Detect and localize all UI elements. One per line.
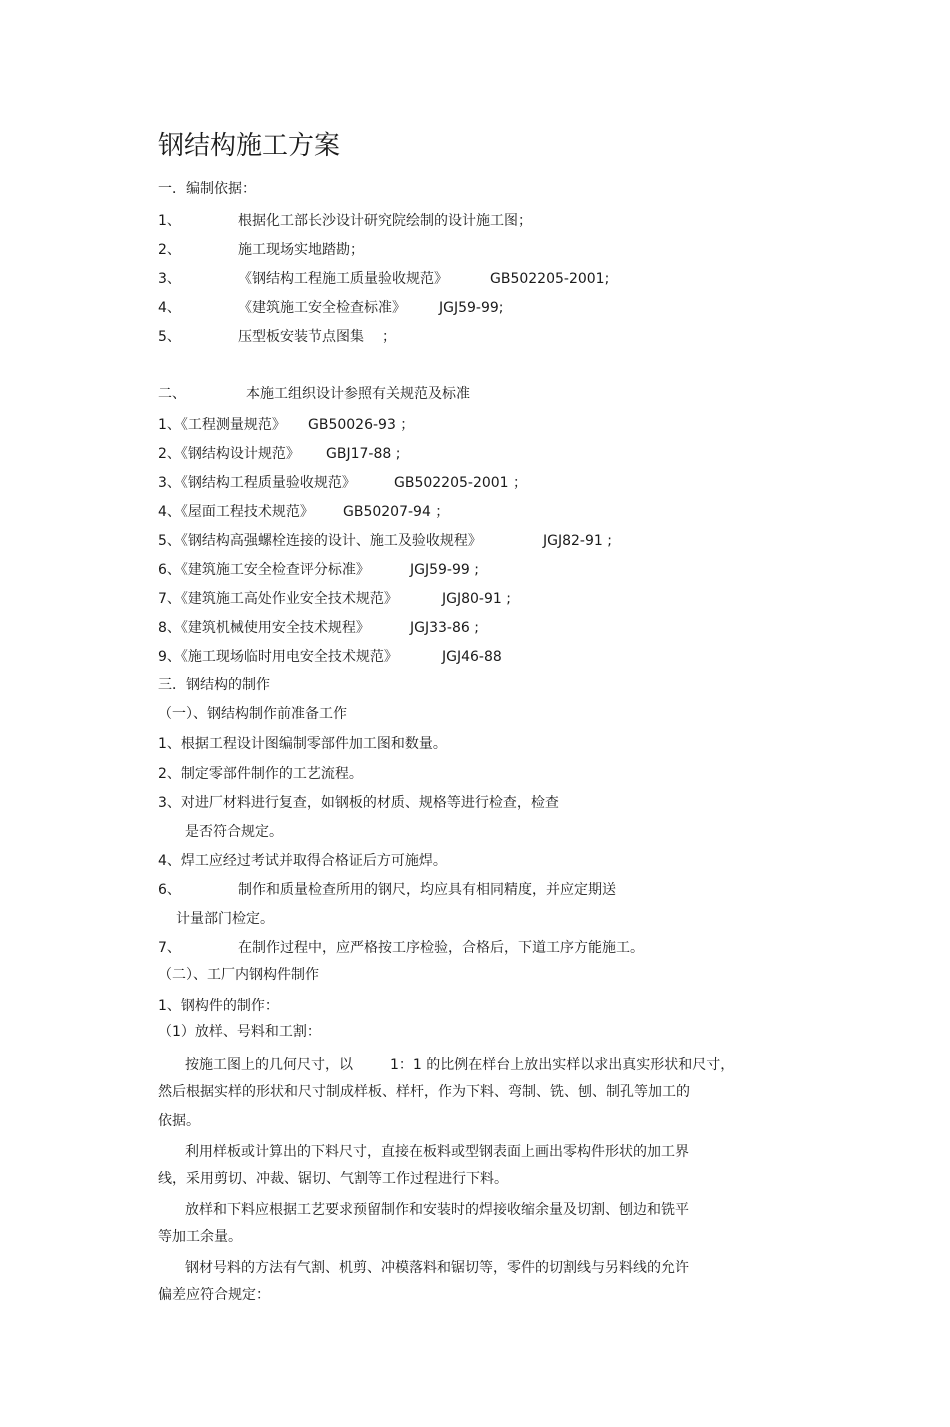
item-text: 2、《钢结构设计规范》: [158, 446, 300, 462]
paragraph: 1、根据工程设计图编制零部件加工图和数量。: [158, 736, 447, 752]
standard-code: JGJ46-88: [442, 649, 502, 665]
paragraph-text: 1：1 的比例在样台上放出实样以求出真实形状和尺寸，: [390, 1057, 735, 1073]
list-item: [158, 328, 858, 346]
item-text: 施工现场实地踏勘；: [238, 242, 364, 258]
standard-code: ；: [382, 329, 396, 345]
section-title: 本施工组织设计参照有关规范及标准: [246, 386, 470, 402]
item-text: 1、《工程测量规范》: [158, 417, 286, 433]
list-item: [158, 445, 858, 463]
paragraph: 等加工余量。: [158, 1229, 242, 1245]
paragraph: 依据。: [158, 1113, 200, 1129]
paragraph: 4、焊工应经过考试并取得合格证后方可施焊。: [158, 853, 447, 869]
item-text: 压型板安装节点图集: [238, 329, 364, 345]
paragraph: 计量部门检定。: [176, 911, 274, 927]
standard-code: GB50026-93 ；: [308, 417, 415, 433]
standard-code: GB502205-2001 ；: [394, 475, 528, 491]
item-text: 根据化工部长沙设计研究院绘制的设计施工图；: [238, 213, 532, 229]
standard-code: JGJ59-99;: [439, 300, 504, 316]
item-number: 5、: [158, 329, 181, 345]
paragraph: 3、对进厂材料进行复查，如钢板的材质、规格等进行检查，检查: [158, 795, 559, 811]
standard-code: JGJ33-86 ;: [410, 620, 479, 636]
standard-code: GB502205-2001;: [490, 271, 610, 287]
standard-code: GB50207-94 ；: [343, 504, 450, 520]
paragraph: [158, 939, 858, 957]
list-item: [158, 416, 858, 434]
item-number: 7、: [158, 940, 181, 956]
item-text: 7、《建筑施工高处作业安全技术规范》: [158, 591, 398, 607]
paragraph: 然后根据实样的形状和尺寸制成样板、样杆，作为下料、弯制、铣、刨、制孔等加工的: [158, 1084, 690, 1100]
list-item: [158, 648, 858, 666]
section-1-heading: 一．编制依据：: [158, 181, 256, 197]
paragraph: 利用样板或计算出的下料尺寸，直接在板料或型钢表面上画出零构件形状的加工界: [185, 1144, 689, 1160]
item-text: 9、《施工现场临时用电安全技术规范》: [158, 649, 398, 665]
list-item: [158, 212, 858, 230]
item-number: 6、: [158, 882, 181, 898]
item-text: 5、《钢结构高强螺栓连接的设计、施工及验收规程》: [158, 533, 482, 549]
standard-code: JGJ80-91 ;: [442, 591, 511, 607]
section-2-heading: [158, 385, 858, 403]
list-item: [158, 561, 858, 579]
section-3-heading: 三．钢结构的制作: [158, 677, 270, 693]
list-item: [158, 299, 858, 317]
item-text: 8、《建筑机械使用安全技术规程》: [158, 620, 370, 636]
paragraph-text: 按施工图上的几何尺寸，以: [185, 1057, 353, 1073]
item-text: 在制作过程中，应严格按工序检验，合格后，下道工序方能施工。: [238, 940, 644, 956]
standard-code: JGJ59-99 ;: [410, 562, 479, 578]
list-item: [158, 590, 858, 608]
paragraph: （1）放样、号料和工割：: [158, 1024, 321, 1040]
paragraph: 是否符合规定。: [185, 824, 283, 840]
paragraph: 放样和下料应根据工艺要求预留制作和安装时的焊接收缩余量及切割、刨边和铣平: [185, 1202, 689, 1218]
list-item: [158, 503, 858, 521]
document-title: 钢结构施工方案: [158, 131, 341, 161]
item-number: 4、: [158, 300, 181, 316]
paragraph: 钢材号料的方法有气割、机剪、冲模落料和锯切等，零件的切割线与另料线的允许: [185, 1260, 689, 1276]
section-number: 二、: [158, 386, 186, 402]
paragraph: [185, 1056, 785, 1074]
item-text: 制作和质量检查所用的钢尺，均应具有相同精度，并应定期送: [238, 882, 616, 898]
subsection-heading: （一）、钢结构制作前准备工作: [158, 706, 347, 722]
subsection-heading: （二）、工厂内钢构件制作: [158, 967, 319, 983]
list-item: [158, 532, 858, 550]
list-item: [158, 474, 858, 492]
paragraph: 1、钢构件的制作：: [158, 998, 279, 1014]
item-text: 《建筑施工安全检查标准》: [238, 300, 406, 316]
item-text: 4、《屋面工程技术规范》: [158, 504, 314, 520]
list-item: [158, 270, 858, 288]
standard-code: GBJ17-88 ;: [326, 446, 401, 462]
list-item: [158, 241, 858, 259]
paragraph: 2、制定零部件制作的工艺流程。: [158, 766, 363, 782]
item-number: 2、: [158, 242, 181, 258]
item-text: 《钢结构工程施工质量验收规范》: [238, 271, 448, 287]
paragraph: 偏差应符合规定：: [158, 1287, 270, 1303]
item-number: 3、: [158, 271, 181, 287]
list-item: [158, 619, 858, 637]
item-text: 6、《建筑施工安全检查评分标准》: [158, 562, 370, 578]
standard-code: JGJ82-91 ;: [543, 533, 612, 549]
paragraph: 线，采用剪切、冲裁、锯切、气割等工作过程进行下料。: [158, 1171, 508, 1187]
item-text: 3、《钢结构工程质量验收规范》: [158, 475, 356, 491]
paragraph: [158, 881, 858, 899]
item-number: 1、: [158, 213, 181, 229]
